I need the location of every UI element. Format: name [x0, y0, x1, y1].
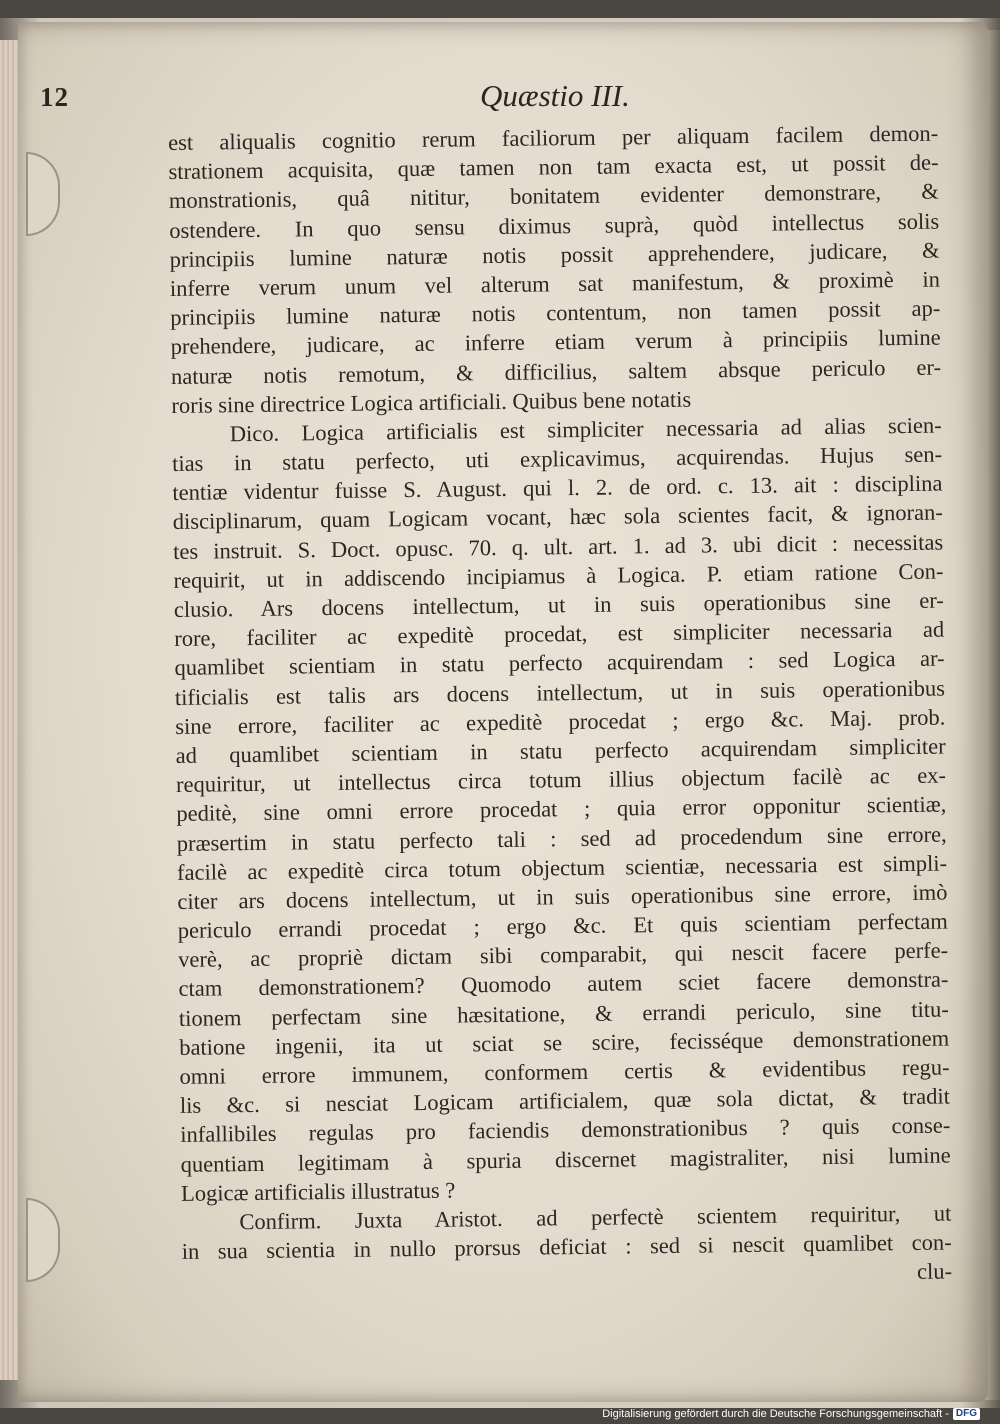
- text-line: tias in statu perfecto, uti explicavimus, acquirendas. Hujus sen-: [171, 441, 943, 477]
- text-line: lis &c. si nesciat Logicam artificialem, quæ sola dictat, & tradit: [179, 1083, 951, 1119]
- text-line: præsertim in statu perfecto tali : sed ad procedendum sine errore,: [176, 821, 947, 856]
- text-line: Confirm. Juxta Aristot. ad perfectè scientem requiritur, ut: [239, 1200, 952, 1235]
- text-line: principiis lumine naturæ notis contentum, non tamen possit ap-: [170, 295, 941, 331]
- text-line: batione ingenii, ita ut sciat se scire, fecisséque demonstrationem: [179, 1025, 950, 1060]
- digitization-credit: [602, 1408, 980, 1420]
- text-line: principiis lumine naturæ notis possit apprehendere, judicare, &: [169, 237, 940, 272]
- text-line: ad quamlibet scientiam in statu perfecto acquirendam simpliciter: [175, 733, 946, 768]
- page-number: 12: [40, 82, 69, 112]
- catchword: clu-: [916, 1258, 953, 1285]
- text-line: ostendere. In quo sensu diximus suprà, quòd intellectus solis: [169, 208, 940, 243]
- text-line: omni errore immunem, conformem certis & evidentibus regu-: [179, 1054, 950, 1089]
- text-line: monstrationis, quâ nititur, bonitatem evidenter demonstrare, &: [168, 178, 939, 214]
- text-line: inferre verum unum vel alterum sat manifestum, & proximè in: [169, 266, 941, 301]
- text-line: requirit, ut in addiscendo incipiamus à Logica. P. etiam ratione Con-: [173, 558, 944, 593]
- text-line: disciplinarum, quam Logicam vocant, hæc sola scientes facit, & ignoran-: [172, 500, 943, 535]
- text-line: periculo errandi procedat ; ergo &c. Et quis scientiam perfectam: [177, 908, 948, 944]
- text-line: facilè ac expeditè circa totum objectum scientiæ, necessaria est simpli-: [176, 850, 948, 885]
- text-line: rore, faciliter ac expeditè procedat, est simpliciter necessaria ad: [174, 616, 945, 652]
- running-head: Quæstio III.: [480, 78, 630, 113]
- text-line: in sua scientia in nullo prorsus deficiat : sed si nescit quamlibet con-: [181, 1229, 952, 1265]
- text-line: tentiæ videntur fuisse S. August. qui l. 2. de ord. c. 13. ait : disciplina: [172, 470, 943, 506]
- text-line: citer ars docens intellectum, ut in suis operationibus sine errore, imò: [177, 879, 948, 914]
- text-line: Dico. Logica artificialis est simpliciter necessaria ad alias scien-: [229, 412, 942, 447]
- clip-tab-bottom: [26, 1198, 60, 1282]
- text-line: clusio. Ars docens intellectum, ut in suis operationibus sine er-: [173, 587, 944, 622]
- text-line: quamlibet scientiam in statu perfecto acquirendam : sed Logica ar-: [174, 645, 945, 681]
- text-line: strationem acquisita, quæ tamen non tam exacta est, ut possit de-: [168, 149, 939, 185]
- dfg-logo: DFG: [953, 1408, 980, 1420]
- text-line: roris sine directrice Logica artificiali. Quibus bene notatis: [171, 386, 692, 418]
- text-line: est aliqualis cognitio rerum faciliorum per aliquam facilem demon-: [168, 120, 939, 155]
- body-text: [168, 119, 952, 1296]
- clip-tab-top: [26, 152, 60, 236]
- text-line: naturæ notis remotum, & difficilius, saltem absque periculo er-: [170, 354, 942, 389]
- text-line: sine errore, faciliter ac expeditè procedat ; ergo &c. Maj. prob.: [175, 704, 946, 739]
- text-line: Logicæ artificialis illustratus ?: [180, 1177, 456, 1206]
- text-line: tionem perfectam sine hæsitatione, & errandi periculo, sine titu-: [178, 996, 949, 1031]
- text-line: quentiam legitimam à spuria discernet magistraliter, nisi lumine: [180, 1142, 951, 1177]
- page-header: [40, 78, 940, 118]
- text-line: tificialis est talis ars docens intellectum, ut in suis operationibus: [174, 675, 946, 710]
- text-line: tes instruit. S. Doct. opusc. 70. q. ult. art. 1. ad 3. ubi dicit : necessitas: [173, 529, 944, 564]
- text-line: verè, ac propriè dictam sibi comparabit, qui nescit facere perfe-: [178, 937, 949, 973]
- text-line: peditè, sine omni errore procedat ; quia error opponitur scientiæ,: [176, 791, 947, 827]
- text-line: prehendere, judicare, ac inferre etiam verum à principiis lumine: [170, 324, 941, 360]
- text-line: infallibiles regulas pro faciendis demonstrationibus ? quis conse-: [180, 1112, 951, 1148]
- credit-text: Digitalisierung gefördert durch die Deutsche Forschungsgemeinschaft -: [602, 1408, 949, 1420]
- text-line: ctam demonstrationem? Quomodo autem sciet facere demonstra-: [178, 966, 949, 1002]
- text-line: requiritur, ut intellectus circa totum illius objectum facilè ac ex-: [175, 762, 947, 798]
